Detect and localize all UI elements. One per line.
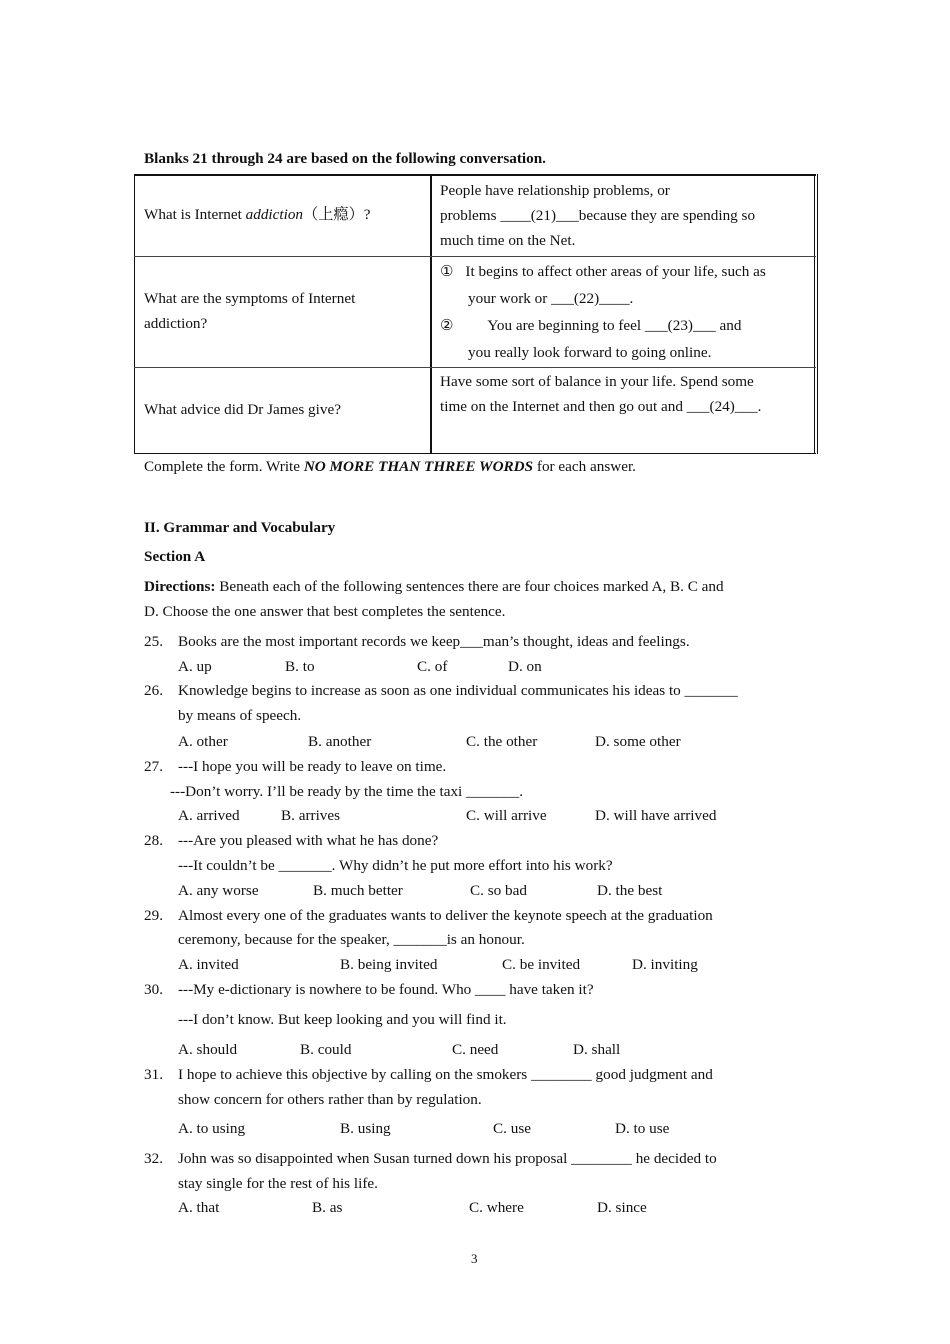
option-d[interactable]: D. inviting bbox=[632, 956, 698, 973]
option-b[interactable]: B. to bbox=[285, 658, 315, 675]
section-subtitle: Section A bbox=[144, 548, 206, 565]
table-answer-3: Have some sort of balance in your life. Spend some time on the Internet and then go out and ___(24)___. bbox=[440, 373, 762, 415]
question-27-stem-cont: ---Don’t worry. I’ll be ready by the time the taxi _______. bbox=[170, 783, 524, 800]
option-c[interactable]: C. need bbox=[452, 1041, 499, 1058]
table-border bbox=[134, 174, 816, 176]
option-d[interactable]: D. shall bbox=[573, 1041, 621, 1058]
page-number: 3 bbox=[471, 1251, 478, 1266]
option-a[interactable]: A. up bbox=[178, 658, 212, 675]
option-c[interactable]: C. use bbox=[493, 1120, 531, 1137]
table-border bbox=[814, 174, 815, 454]
table-border bbox=[134, 174, 135, 454]
table-answer-2: ① It begins to affect other areas of your life, such as your work or ___(22)____. ② You are beginning to feel ___(23)___ and you really look forward to going online. bbox=[440, 258, 766, 366]
table-row-divider bbox=[134, 256, 816, 257]
table-answer-1: People have relationship problems, or problems ____(21)___because they are spending so much time on the Net. bbox=[440, 182, 756, 249]
option-b[interactable]: B. could bbox=[300, 1041, 352, 1058]
question-32-stem-cont: stay single for the rest of his life. bbox=[178, 1175, 378, 1192]
directions-line-2: D. Choose the one answer that best completes the sentence. bbox=[144, 603, 506, 620]
question-32-stem: John was so disappointed when Susan turned down his proposal ________ he decided to bbox=[178, 1150, 717, 1167]
question-29-stem-cont: ceremony, because for the speaker, _______is an honour. bbox=[178, 931, 525, 948]
question-26-number: 26. bbox=[144, 682, 163, 699]
question-26-stem: Knowledge begins to increase as soon as one individual communicates his ideas to _______ bbox=[178, 682, 738, 699]
option-c[interactable]: C. so bad bbox=[470, 882, 527, 899]
question-25-number: 25. bbox=[144, 633, 163, 650]
conversation-table bbox=[134, 174, 816, 454]
question-26-stem-cont: by means of speech. bbox=[178, 707, 302, 724]
option-c[interactable]: C. will arrive bbox=[466, 807, 547, 824]
option-d[interactable]: D. some other bbox=[595, 733, 681, 750]
table-column-divider bbox=[430, 174, 432, 454]
option-c[interactable]: C. be invited bbox=[502, 956, 581, 973]
symptom-item-1: ① It begins to affect other areas of your life, such as bbox=[440, 263, 766, 280]
option-d[interactable]: D. to use bbox=[615, 1120, 670, 1137]
option-b[interactable]: B. using bbox=[340, 1120, 391, 1137]
option-d[interactable]: D. will have arrived bbox=[595, 807, 717, 824]
question-30-stem: ---My e-dictionary is nowhere to be found. Who ____ have taken it? bbox=[178, 981, 594, 998]
question-29-number: 29. bbox=[144, 907, 163, 924]
option-a[interactable]: A. arrived bbox=[178, 807, 240, 824]
question-28-stem: ---Are you pleased with what he has done? bbox=[178, 832, 439, 849]
table-border bbox=[817, 174, 818, 454]
option-a[interactable]: A. any worse bbox=[178, 882, 259, 899]
question-30-stem-cont: ---I don’t know. But keep looking and you will find it. bbox=[178, 1011, 507, 1028]
option-b[interactable]: B. arrives bbox=[281, 807, 341, 824]
circled-one-marker: ① bbox=[440, 263, 454, 280]
table-question-2: What are the symptoms of Internet addiction? bbox=[144, 290, 356, 332]
question-27-stem: ---I hope you will be ready to leave on time. bbox=[178, 758, 447, 775]
option-b[interactable]: B. as bbox=[312, 1199, 343, 1216]
question-28-stem-cont: ---It couldn’t be _______. Why didn’t he put more effort into his work? bbox=[178, 857, 613, 874]
option-c[interactable]: C. of bbox=[417, 658, 448, 675]
section-title: II. Grammar and Vocabulary bbox=[144, 519, 336, 536]
question-31-number: 31. bbox=[144, 1066, 163, 1083]
circled-two-marker: ② bbox=[440, 317, 454, 334]
table-border bbox=[134, 453, 816, 454]
table-intro: Blanks 21 through 24 are based on the following conversation. bbox=[144, 150, 546, 167]
symptom-item-2: ② You are beginning to feel ___(23)___ and bbox=[440, 317, 742, 334]
option-a[interactable]: A. invited bbox=[178, 956, 239, 973]
table-question-1: What is Internet addiction（上瘾）? bbox=[144, 206, 371, 223]
question-28-number: 28. bbox=[144, 832, 163, 849]
option-a[interactable]: A. that bbox=[178, 1199, 220, 1216]
directions-line-1: Directions: Beneath each of the following sentences there are four choices marked A, B. C and bbox=[144, 578, 724, 595]
option-b[interactable]: B. another bbox=[308, 733, 372, 750]
option-a[interactable]: A. other bbox=[178, 733, 228, 750]
question-30-number: 30. bbox=[144, 981, 163, 998]
option-a[interactable]: A. to using bbox=[178, 1120, 246, 1137]
form-instruction: Complete the form. Write NO MORE THAN THREE WORDS for each answer. bbox=[144, 458, 636, 475]
option-c[interactable]: C. the other bbox=[466, 733, 538, 750]
table-question-3: What advice did Dr James give? bbox=[144, 401, 341, 418]
option-c[interactable]: C. where bbox=[469, 1199, 524, 1216]
question-31-stem-cont: show concern for others rather than by regulation. bbox=[178, 1091, 482, 1108]
question-29-stem: Almost every one of the graduates wants to deliver the keynote speech at the graduation bbox=[178, 907, 713, 924]
question-25-stem: Books are the most important records we keep___man’s thought, ideas and feelings. bbox=[178, 633, 690, 650]
option-b[interactable]: B. being invited bbox=[340, 956, 438, 973]
option-d[interactable]: D. the best bbox=[597, 882, 663, 899]
option-a[interactable]: A. should bbox=[178, 1041, 238, 1058]
question-32-number: 32. bbox=[144, 1150, 163, 1167]
option-b[interactable]: B. much better bbox=[313, 882, 403, 899]
option-d[interactable]: D. since bbox=[597, 1199, 647, 1216]
question-27-number: 27. bbox=[144, 758, 163, 775]
question-31-stem: I hope to achieve this objective by calling on the smokers ________ good judgment and bbox=[178, 1066, 713, 1083]
option-d[interactable]: D. on bbox=[508, 658, 542, 675]
table-row-divider bbox=[134, 367, 816, 368]
